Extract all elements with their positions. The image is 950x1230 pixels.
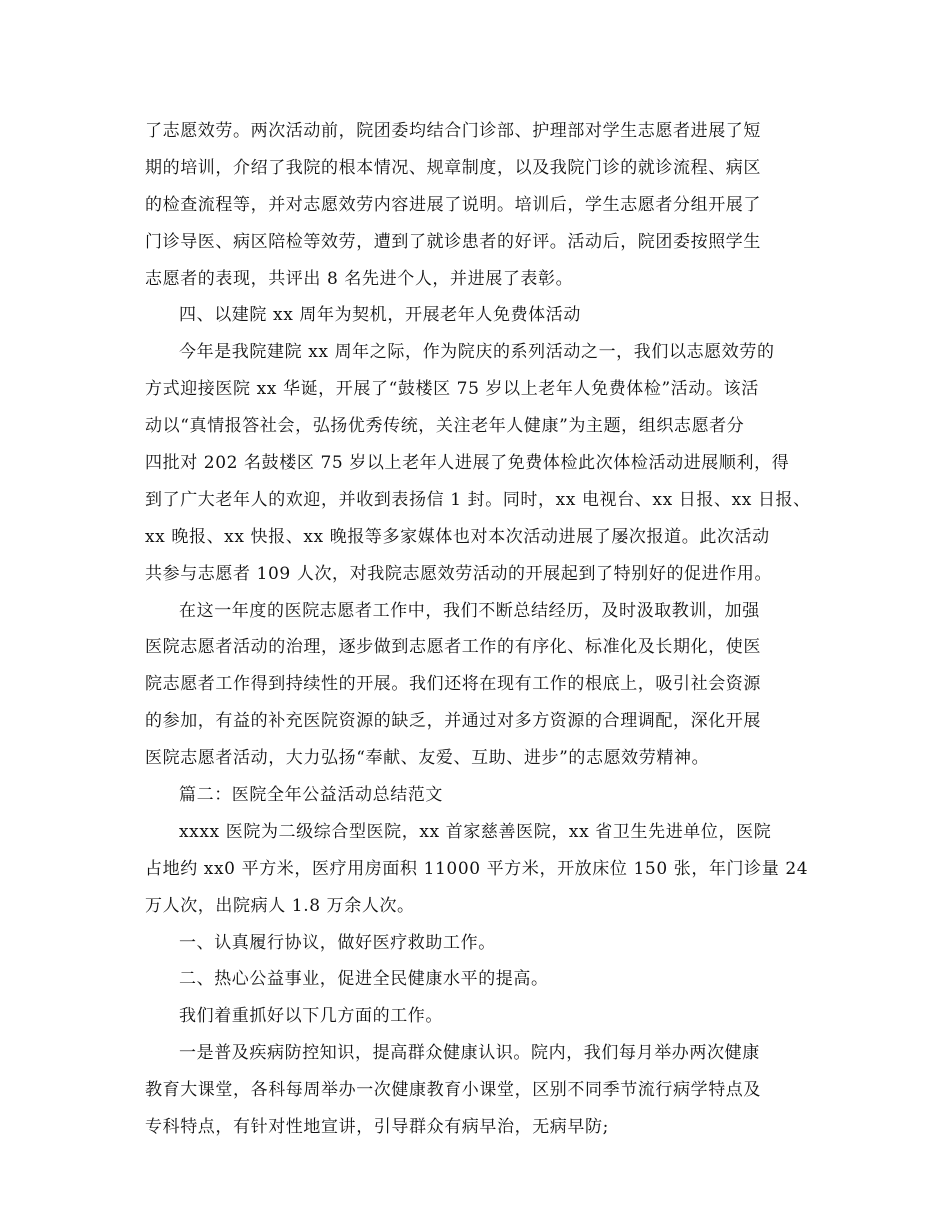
text-line: 志愿者的表现，共评出 8 名先进个人，并进展了表彰。 — [145, 268, 574, 289]
text-line: 动以“真情报答社会，弘扬优秀传统，关注老年人健康”为主题，组织志愿者分 — [145, 416, 745, 437]
text-line: 今年是我院建院 xx 周年之际，作为院庆的系列活动之一，我们以志愿效劳的 — [179, 342, 775, 363]
text-line: 万人次，出院病人 1.8 万余人次。 — [145, 895, 415, 916]
text-line: 四批对 202 名鼓楼区 75 岁以上老年人进展了免费体检此次体检活动进展顺利，得 — [145, 453, 790, 474]
text-line: 我们着重抓好以下几方面的工作。 — [179, 1006, 443, 1027]
text-line: 在这一年度的医院志愿者工作中，我们不断总结经历，及时汲取教训，加强 — [179, 600, 760, 621]
text-line: 专科特点，有针对性地宣讲，引导群众有病早治，无病早防; — [145, 1117, 609, 1138]
text-line: 方式迎接医院 xx 华诞，开展了“鼓楼区 75 岁以上老年人免费体检”活动。该活 — [145, 379, 759, 400]
text-line: 教育大课堂，各科每周举办一次健康教育小课堂，区别不同季节流行病学特点及 — [145, 1080, 761, 1101]
text-line: 了志愿效劳。两次活动前，院团委均结合门诊部、护理部对学生志愿者进展了短 — [145, 121, 761, 141]
text-line: xxxx 医院为二级综合型医院，xx 首家慈善医院，xx 省卫生先进单位，医院 — [179, 821, 772, 842]
text-line: 到了广大老年人的欢迎，并收到表扬信 1 封。同时，xx 电视台、xx 日报、xx 日报、 — [145, 489, 811, 510]
text-line: 院志愿者工作得到持续性的开展。我们还将在现有工作的根底上，吸引社会资源 — [145, 674, 761, 695]
text-line: 四、以建院 xx 周年为契机，开展老年人免费体活动 — [179, 305, 581, 326]
text-line: 医院志愿者活动，大力弘扬“奉献、友爱、互助、进步”的志愿效劳精神。 — [145, 748, 710, 769]
text-line: 共参与志愿者 109 人次，对我院志愿效劳活动的开展起到了特别好的促进作用。 — [145, 563, 773, 584]
text-line: 篇二：医院全年公益活动总结范文 — [179, 785, 443, 806]
text-line: 门诊导医、病区陪检等效劳，遭到了就诊患者的好评。活动后，院团委按照学生 — [145, 231, 761, 252]
text-line: 一是普及疾病防控知识，提高群众健康认识。院内，我们每月举办两次健康 — [179, 1043, 760, 1064]
text-line: 占地约 xx0 平方米，医疗用房面积 11000 平方米，开放床位 150 张，年门诊量 24 — [145, 858, 809, 879]
text-line: xx 晚报、xx 快报、xx 晚报等多家媒体也对本次活动进展了屡次报道。此次活动 — [145, 526, 770, 547]
text-line: 的参加，有益的补充医院资源的缺乏，并通过对多方资源的合理调配，深化开展 — [145, 711, 761, 732]
text-line: 期的培训，介绍了我院的根本情况、规章制度，以及我院门诊的就诊流程、病区 — [145, 157, 761, 178]
text-line: 一、认真履行协议，做好医疗救助工作。 — [179, 932, 496, 953]
document-body — [145, 113, 825, 1146]
text-line: 的检查流程等，并对志愿效劳内容进展了说明。培训后，学生志愿者分组开展了 — [145, 194, 761, 215]
text-line: 二、热心公益事业，促进全民健康水平的提高。 — [179, 969, 549, 990]
text-line: 医院志愿者活动的治理，逐步做到志愿者工作的有序化、标准化及长期化，使医 — [145, 637, 761, 658]
